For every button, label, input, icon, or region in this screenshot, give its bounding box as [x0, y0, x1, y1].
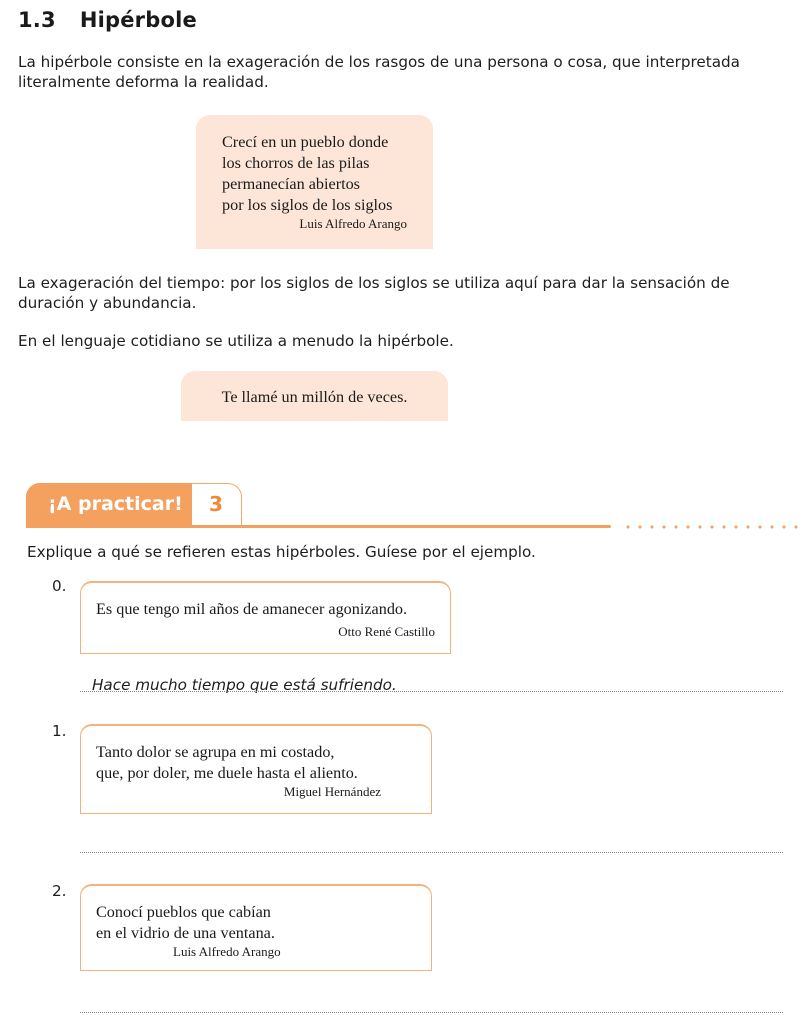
practice-instruction: Explique a qué se refieren estas hipérboles. Guíese por el ejemplo.	[27, 543, 536, 561]
exercise-lines	[96, 902, 275, 944]
exercise-lines	[96, 599, 407, 620]
quote-line: los chorros de las pilas	[222, 154, 370, 172]
quote-line: permanecían abiertos	[222, 175, 360, 193]
exercise-number: 2.	[52, 882, 67, 900]
answer-line[interactable]	[80, 691, 783, 692]
exercise-author: Luis Alfredo Arango	[173, 944, 281, 959]
practice-number: 3	[209, 492, 223, 516]
quote-author: Luis Alfredo Arango	[299, 216, 407, 231]
exercise-line: en el vidrio de una ventana.	[96, 924, 275, 942]
exercise-number: 1.	[52, 722, 67, 740]
exercise-number: 0.	[52, 577, 67, 595]
exercise-answer: Hace mucho tiempo que está sufriendo.	[92, 676, 397, 694]
exercise-line: Conocí pueblos que cabían	[96, 903, 271, 921]
quote-box-millon	[181, 371, 448, 421]
practice-label: ¡A practicar!	[48, 493, 183, 515]
quote-line: Crecí en un pueblo donde	[222, 133, 389, 151]
practice-rule	[26, 525, 611, 528]
quote-box-pueblo	[196, 115, 433, 249]
exercise-box	[80, 884, 432, 971]
exercise-line: Es que tengo mil años de amanecer agonizando.	[96, 600, 408, 618]
exercise-box	[80, 581, 451, 654]
exercise-line: que, por doler, me duele hasta el aliento.	[96, 764, 358, 782]
section-heading	[18, 8, 197, 32]
answer-line[interactable]	[80, 852, 783, 853]
exercise-author: Otto René Castillo	[338, 624, 435, 639]
quote-line: Te llamé un millón de veces.	[221, 388, 408, 406]
exercise-box	[80, 724, 432, 814]
exercise-line: Tanto dolor se agrupa en mi costado,	[96, 743, 335, 761]
everyday-paragraph: En el lenguaje cotidiano se utiliza a menudo la hipérbole.	[18, 332, 454, 350]
section-title: Hipérbole	[79, 8, 197, 32]
exercise-author: Miguel Hernández	[283, 784, 381, 799]
answer-line[interactable]	[80, 1012, 783, 1013]
quote-line: por los siglos de los siglos	[222, 196, 393, 214]
practice-dotted-rule	[622, 525, 806, 529]
explanation-paragraph: La exageración del tiempo: por los siglos de los siglos se utiliza aquí para dar la sensación de duración y abundancia.	[18, 274, 730, 312]
exercise-lines	[96, 742, 358, 784]
section-number: 1.3	[18, 8, 56, 32]
quote-lines	[222, 132, 392, 216]
intro-paragraph: La hipérbole consiste en la exageración de los rasgos de una persona o cosa, que interpretada literalmente deforma la realidad.	[18, 53, 740, 91]
